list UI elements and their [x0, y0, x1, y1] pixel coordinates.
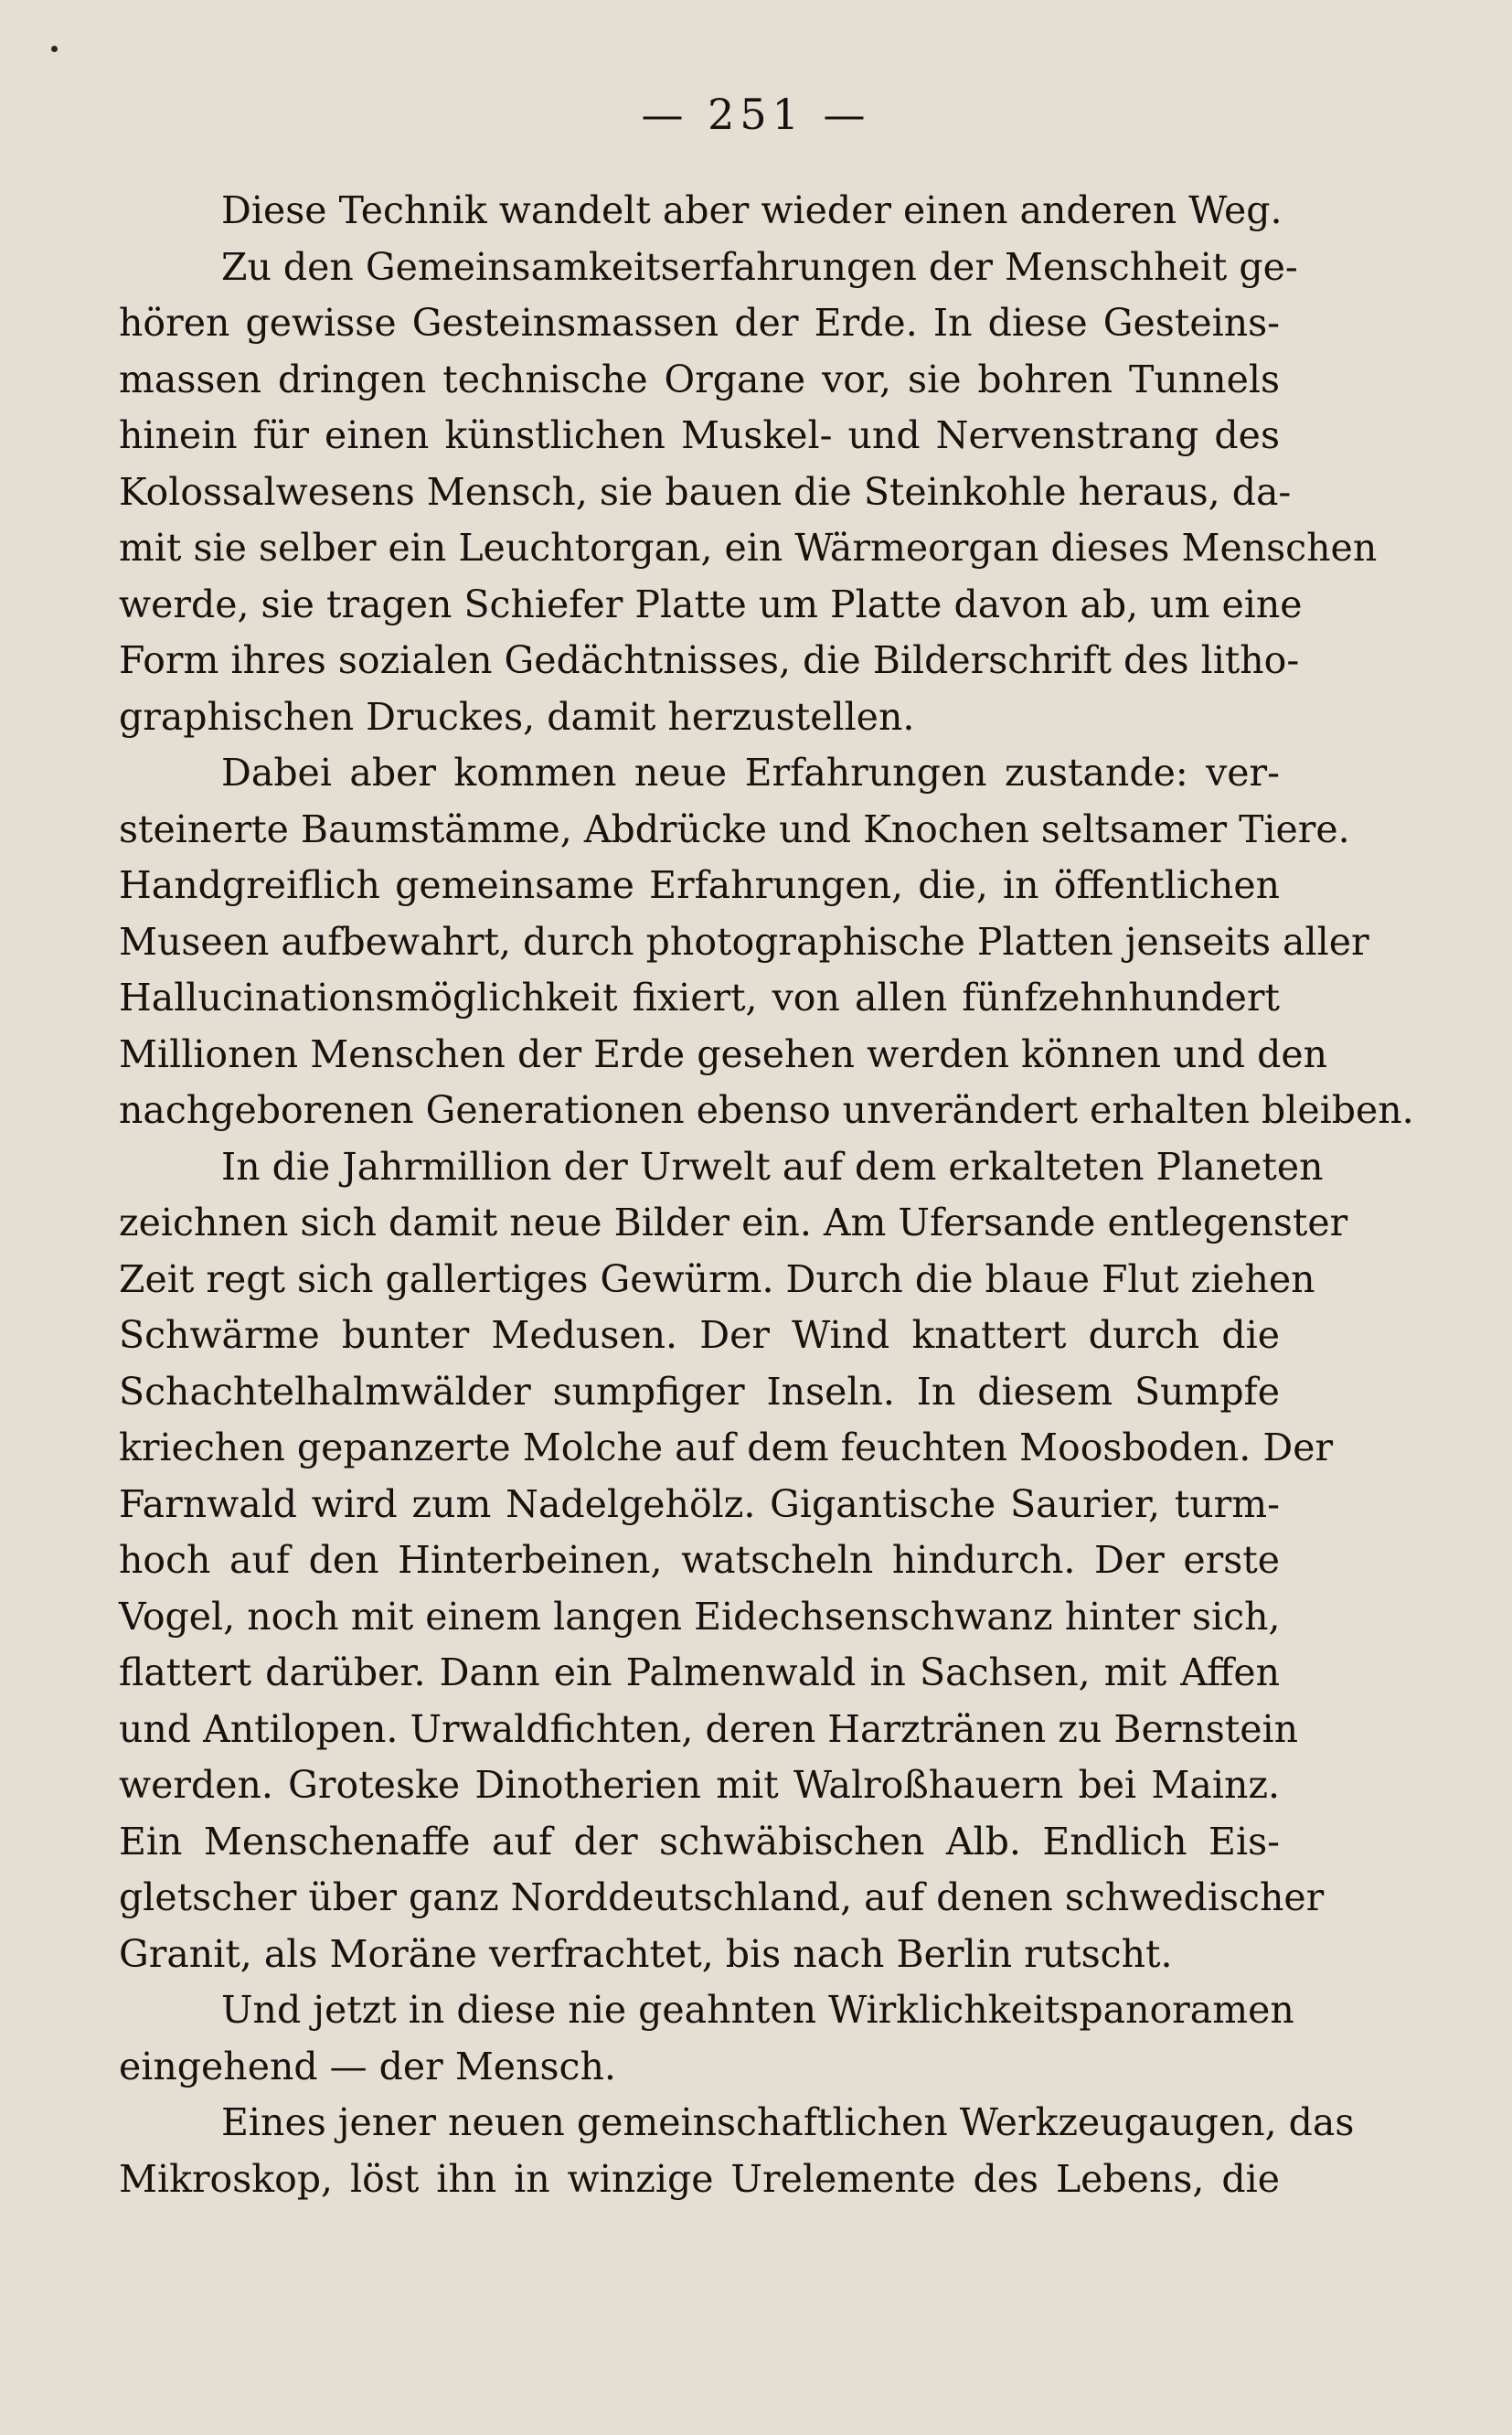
- text-line: Hallucinationsmöglichkeit fixiert, von allen fünfzehnhundert: [119, 976, 1280, 1020]
- text-line: und Antilopen. Urwaldfichten, deren Harztränen zu Bernstein: [119, 1706, 1299, 1751]
- text-line: Form ihres sozialen Gedächtnisses, die Bilderschrift des litho-: [119, 638, 1300, 682]
- text-line: flattert darüber. Dann ein Palmenwald in Sachsen, mit Affen: [119, 1650, 1280, 1694]
- text-line: Museen aufbewahrt, durch photographische Platten jenseits aller: [119, 919, 1369, 964]
- text-line: werde, sie tragen Schiefer Platte um Platte davon ab, um eine: [119, 582, 1303, 626]
- text-line: Dabei aber kommen neue Erfahrungen zustande: ver-: [221, 751, 1280, 795]
- paragraph-5: [119, 1982, 1294, 2095]
- text-line: Ein Menschenaffe auf der schwäbischen Alb. Endlich Eis-: [119, 1819, 1280, 1864]
- text-line: Schwärme bunter Medusen. Der Wind knattert durch die: [119, 1313, 1280, 1357]
- ink-speck: [51, 46, 58, 52]
- text-line: hören gewisse Gesteinsmassen der Erde. In diese Gesteins-: [119, 301, 1280, 345]
- text-line: Mikroskop, löst ihn in winzige Urelemente des Lebens, die: [119, 2156, 1280, 2201]
- paragraph-4: [119, 1139, 1348, 1983]
- text-line: Und jetzt in diese nie geahnten Wirklichkeitspanoramen: [221, 1988, 1294, 2032]
- text-line: Zu den Gemeinsamkeitserfahrungen der Menschheit ge-: [221, 244, 1298, 289]
- paragraph-6: [119, 2095, 1355, 2207]
- text-line: zeichnen sich damit neue Bilder ein. Am Ufersande entlegenster: [119, 1201, 1348, 1244]
- text-line: Eines jener neuen gemeinschaftlichen Werkzeugaugen, das: [221, 2100, 1355, 2144]
- body-text: [119, 183, 1414, 2207]
- text-line: hinein für einen künstlichen Muskel- und Nervenstrang des: [119, 413, 1280, 457]
- paragraph-2: [119, 240, 1378, 746]
- text-line: werden. Groteske Dinotherien mit Walroßhauern bei Mainz.: [119, 1763, 1280, 1807]
- text-line: hoch auf den Hinterbeinen, watscheln hindurch. Der erste: [119, 1538, 1280, 1582]
- text-line: Farnwald wird zum Nadelgehölz. Gigantische Saurier, turm-: [119, 1481, 1280, 1526]
- text-line: eingehend — der Mensch.: [119, 2044, 616, 2088]
- paragraph-1: [119, 183, 1283, 240]
- text-line: graphischen Druckes, damit herzustellen.: [119, 694, 915, 739]
- text-line: Diese Technik wandelt aber wieder einen anderen Weg.: [221, 188, 1283, 232]
- text-line: Millionen Menschen der Erde gesehen werden können und den: [119, 1031, 1328, 1076]
- text-line: Zeit regt sich gallertiges Gewürm. Durch die blaue Flut ziehen: [119, 1256, 1315, 1301]
- text-line: Vogel, noch mit einem langen Eidechsenschwanz hinter sich,: [119, 1594, 1281, 1639]
- paragraph-3: [119, 745, 1414, 1139]
- text-line: In die Jahrmillion der Urwelt auf dem erkalteten Planeten: [221, 1144, 1324, 1189]
- text-line: nachgeborenen Generationen ebenso unverändert erhalten bleiben.: [119, 1088, 1414, 1132]
- page-number: — 251 —: [641, 90, 871, 139]
- text-line: kriechen gepanzerte Molche auf dem feuchten Moosboden. Der: [119, 1426, 1334, 1469]
- text-line: massen dringen technische Organe vor, sie bohren Tunnels: [119, 357, 1280, 401]
- text-line: gletscher über ganz Norddeutschland, auf denen schwedischer: [119, 1875, 1325, 1919]
- text-line: Handgreiflich gemeinsame Erfahrungen, die, in öffentlichen: [119, 863, 1280, 907]
- text-line: Schachtelhalmwälder sumpfiger Inseln. In diesem Sumpfe: [119, 1369, 1280, 1414]
- text-line: steinerte Baumstämme, Abdrücke und Knochen seltsamer Tiere.: [119, 806, 1350, 851]
- text-line: mit sie selber ein Leuchtorgan, ein Wärmeorgan dieses Menschen: [119, 526, 1378, 570]
- text-line: Kolossalwesens Mensch, sie bauen die Steinkohle heraus, da-: [119, 469, 1292, 514]
- text-line: Granit, als Moräne verfrachtet, bis nach Berlin rutscht.: [119, 1931, 1173, 1976]
